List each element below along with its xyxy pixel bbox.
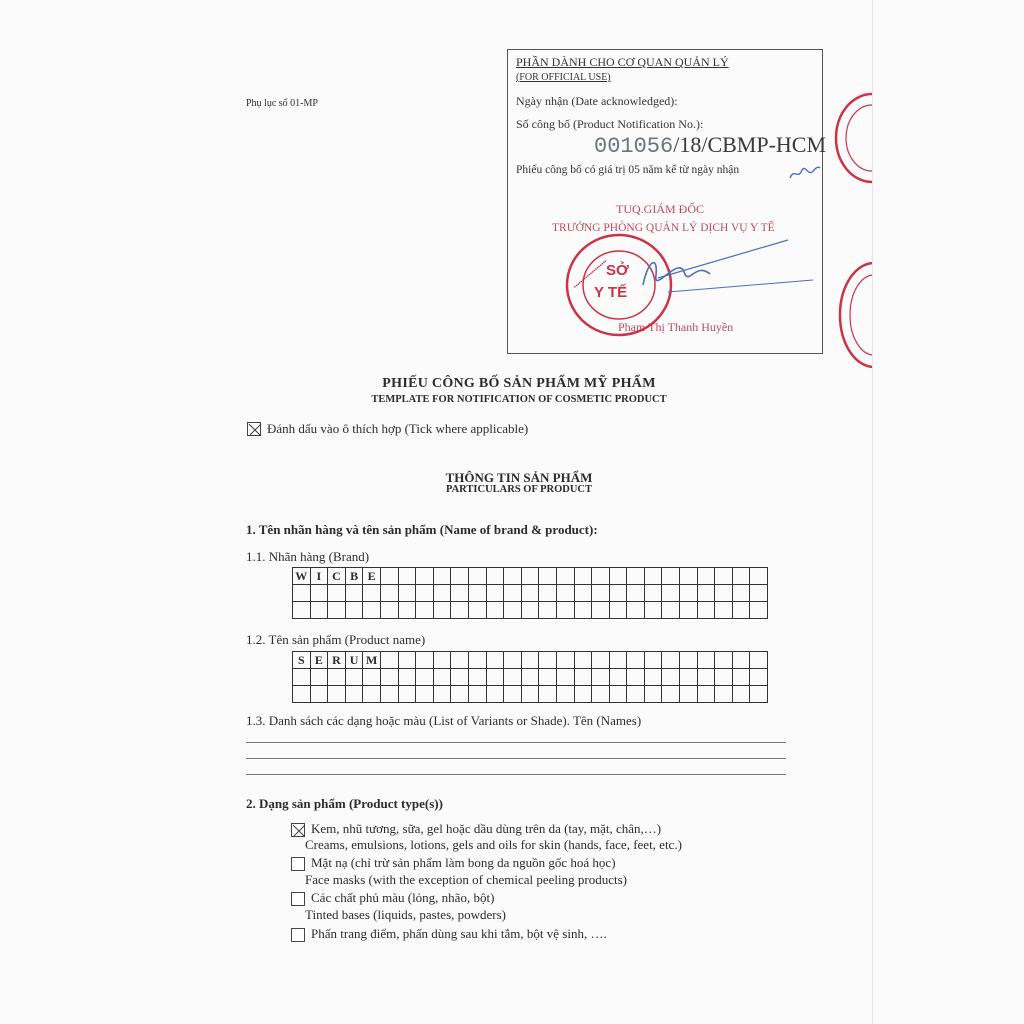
- letter-cell[interactable]: [486, 602, 504, 619]
- letter-cell[interactable]: [539, 669, 557, 686]
- letter-cell[interactable]: [380, 568, 398, 585]
- notification-number-digits: 001056: [594, 134, 674, 159]
- letter-cell[interactable]: [539, 652, 557, 669]
- letter-cell[interactable]: [451, 686, 469, 703]
- letter-cell[interactable]: [468, 669, 486, 686]
- letter-cell[interactable]: [433, 652, 451, 669]
- initials-mark: [788, 162, 822, 184]
- letter-cell[interactable]: [363, 686, 381, 703]
- letter-cell[interactable]: [293, 669, 311, 686]
- letter-cell[interactable]: U: [345, 652, 363, 669]
- letter-cell[interactable]: [310, 602, 328, 619]
- letter-cell[interactable]: [398, 602, 416, 619]
- letter-cell[interactable]: [732, 585, 750, 602]
- letter-cell[interactable]: [697, 568, 715, 585]
- letter-cell[interactable]: [680, 585, 698, 602]
- product-name-label: 1.2. Tên sản phẩm (Product name): [246, 632, 426, 647]
- letter-cell[interactable]: [750, 568, 768, 585]
- product-type-option-vn: Kem, nhũ tương, sữa, gel hoặc dầu dùng trên da (tay, mặt, chân,…): [311, 821, 662, 836]
- product-type-option-en: Face masks (with the exception of chemical peeling products): [305, 872, 628, 887]
- official-heading: PHẦN DÀNH CHO CƠ QUAN QUẢN LÝ: [516, 55, 729, 69]
- letter-cell[interactable]: [433, 602, 451, 619]
- letter-cell[interactable]: [644, 686, 662, 703]
- letter-cell[interactable]: [627, 585, 645, 602]
- official-heading-en: (FOR OFFICIAL USE): [516, 72, 611, 83]
- letter-cell[interactable]: E: [310, 652, 328, 669]
- tick-example-checkbox: [247, 422, 261, 436]
- form-title: PHIẾU CÔNG BỐ SẢN PHẨM MỸ PHẨM: [382, 376, 656, 391]
- check-mark-icon: [292, 824, 306, 838]
- letter-cell[interactable]: [609, 669, 627, 686]
- stamp-text-top: SỞ: [606, 262, 629, 279]
- letter-cell[interactable]: I: [310, 568, 328, 585]
- section-title: THÔNG TIN SẢN PHẨM: [445, 470, 593, 485]
- letter-cell[interactable]: [293, 585, 311, 602]
- notification-no-label: Số công bố (Product Notification No.):: [516, 117, 704, 131]
- letter-cell[interactable]: [644, 652, 662, 669]
- letter-cell[interactable]: [504, 602, 522, 619]
- notification-number: [594, 132, 826, 159]
- variants-label: 1.3. Danh sách các dạng hoặc màu (List of Variants or Shade). Tên (Names): [246, 713, 642, 728]
- letter-cell[interactable]: [627, 602, 645, 619]
- letter-cell[interactable]: [680, 602, 698, 619]
- letter-cell[interactable]: [592, 669, 610, 686]
- letter-cell[interactable]: [556, 568, 574, 585]
- letter-cell[interactable]: [627, 652, 645, 669]
- letter-cell[interactable]: [416, 652, 434, 669]
- letter-cell[interactable]: [504, 669, 522, 686]
- letter-cell[interactable]: [609, 652, 627, 669]
- letter-cell[interactable]: [556, 652, 574, 669]
- letter-cell[interactable]: [468, 686, 486, 703]
- letter-cell[interactable]: [627, 568, 645, 585]
- letter-cell[interactable]: [697, 652, 715, 669]
- letter-cell[interactable]: [662, 669, 680, 686]
- letter-cell[interactable]: [574, 686, 592, 703]
- notification-number-suffix: /18/CBMP-HCM: [673, 132, 827, 157]
- letter-cell[interactable]: [644, 669, 662, 686]
- letter-cell[interactable]: [715, 602, 733, 619]
- letter-cell[interactable]: [592, 686, 610, 703]
- letter-cell[interactable]: [486, 669, 504, 686]
- letter-cell[interactable]: [574, 568, 592, 585]
- letter-cell[interactable]: [328, 669, 346, 686]
- letter-cell[interactable]: [380, 669, 398, 686]
- letter-cell[interactable]: [662, 585, 680, 602]
- letter-cell[interactable]: W: [293, 568, 311, 585]
- q2-heading: 2. Dạng sản phẩm (Product type(s)): [246, 796, 443, 811]
- letter-cell[interactable]: [574, 652, 592, 669]
- brand-letter-grid: [292, 567, 768, 619]
- letter-cell[interactable]: [345, 602, 363, 619]
- letter-cell[interactable]: [750, 585, 768, 602]
- letter-cell[interactable]: R: [328, 652, 346, 669]
- letter-cell[interactable]: [732, 686, 750, 703]
- letter-cell[interactable]: [416, 686, 434, 703]
- letter-cell[interactable]: [732, 652, 750, 669]
- letter-cell[interactable]: [504, 652, 522, 669]
- letter-cell[interactable]: [310, 585, 328, 602]
- letter-cell[interactable]: [556, 585, 574, 602]
- letter-cell[interactable]: [328, 602, 346, 619]
- letter-cell[interactable]: [451, 652, 469, 669]
- letter-cell[interactable]: [732, 602, 750, 619]
- letter-cell[interactable]: [750, 652, 768, 669]
- letter-cell[interactable]: [627, 686, 645, 703]
- letter-cell[interactable]: [293, 602, 311, 619]
- letter-cell[interactable]: [521, 669, 539, 686]
- letter-cell[interactable]: [398, 585, 416, 602]
- product-type-checkbox[interactable]: [291, 823, 305, 837]
- product-type-option-vn: Các chất phủ màu (lỏng, nhão, bột): [311, 890, 495, 905]
- letter-cell[interactable]: [539, 686, 557, 703]
- letter-cell[interactable]: [521, 568, 539, 585]
- letter-cell[interactable]: [416, 585, 434, 602]
- letter-cell[interactable]: [715, 568, 733, 585]
- letter-cell[interactable]: [328, 686, 346, 703]
- letter-cell[interactable]: [345, 669, 363, 686]
- letter-cell[interactable]: [363, 585, 381, 602]
- letter-cell[interactable]: [574, 669, 592, 686]
- letter-cell[interactable]: [715, 669, 733, 686]
- product-type-checkbox[interactable]: [291, 928, 305, 942]
- letter-cell[interactable]: [609, 568, 627, 585]
- letter-cell[interactable]: [644, 568, 662, 585]
- letter-cell[interactable]: [416, 669, 434, 686]
- letter-cell[interactable]: B: [345, 568, 363, 585]
- letter-cell[interactable]: [345, 585, 363, 602]
- form-title-en: TEMPLATE FOR NOTIFICATION OF COSMETIC PRODUCT: [371, 394, 667, 405]
- letter-cell[interactable]: [468, 585, 486, 602]
- edge-stamp-bottom: [836, 258, 872, 372]
- letter-cell[interactable]: [433, 686, 451, 703]
- variants-line: [246, 742, 786, 743]
- letter-cell[interactable]: [715, 652, 733, 669]
- letter-cell[interactable]: [521, 652, 539, 669]
- product-type-checkbox[interactable]: [291, 857, 305, 871]
- signatory-department: TRƯỞNG PHÒNG QUẢN LÝ DỊCH VỤ Y TẾ: [552, 222, 775, 234]
- letter-cell[interactable]: [715, 585, 733, 602]
- tick-note: Đánh dấu vào ô thích hợp (Tick where applicable): [267, 421, 529, 436]
- letter-cell[interactable]: [592, 602, 610, 619]
- letter-cell[interactable]: [556, 602, 574, 619]
- edge-stamp-top: [832, 88, 872, 188]
- product-type-option-vn: Mặt nạ (chỉ trừ sản phẩm làm bong da nguồn gốc hoá học): [311, 855, 616, 870]
- letter-cell[interactable]: [697, 602, 715, 619]
- letter-cell[interactable]: E: [363, 568, 381, 585]
- letter-cell[interactable]: [398, 669, 416, 686]
- signatory-title: TUQ.GIÁM ĐỐC: [616, 202, 704, 216]
- letter-cell[interactable]: [398, 652, 416, 669]
- letter-cell[interactable]: [328, 585, 346, 602]
- letter-cell[interactable]: [609, 585, 627, 602]
- letter-cell[interactable]: [539, 568, 557, 585]
- letter-cell[interactable]: [680, 568, 698, 585]
- letter-cell[interactable]: [732, 568, 750, 585]
- letter-cell[interactable]: [468, 652, 486, 669]
- letter-cell[interactable]: [451, 568, 469, 585]
- letter-cell[interactable]: [715, 686, 733, 703]
- letter-cell[interactable]: [504, 585, 522, 602]
- letter-cell[interactable]: S: [293, 652, 311, 669]
- letter-cell[interactable]: [293, 686, 311, 703]
- letter-cell[interactable]: [486, 585, 504, 602]
- letter-cell[interactable]: [486, 652, 504, 669]
- q1-heading: 1. Tên nhãn hàng và tên sản phẩm (Name of brand & product):: [246, 522, 598, 537]
- letter-cell[interactable]: [380, 686, 398, 703]
- letter-cell[interactable]: [662, 568, 680, 585]
- letter-cell[interactable]: [556, 686, 574, 703]
- letter-cell[interactable]: [644, 602, 662, 619]
- variants-line: [246, 758, 786, 759]
- letter-cell[interactable]: [451, 602, 469, 619]
- date-acknowledged-label: Ngày nhận (Date acknowledged):: [516, 94, 678, 108]
- letter-cell[interactable]: [486, 568, 504, 585]
- page-edge: [872, 0, 873, 1024]
- letter-cell[interactable]: [750, 686, 768, 703]
- letter-cell[interactable]: [556, 669, 574, 686]
- letter-cell[interactable]: [433, 568, 451, 585]
- letter-cell[interactable]: [416, 602, 434, 619]
- section-title-en: PARTICULARS OF PRODUCT: [445, 484, 593, 495]
- letter-cell[interactable]: [627, 669, 645, 686]
- letter-cell[interactable]: [662, 602, 680, 619]
- letter-cell[interactable]: [521, 686, 539, 703]
- letter-cell[interactable]: [697, 686, 715, 703]
- letter-cell[interactable]: [363, 602, 381, 619]
- letter-cell[interactable]: [521, 602, 539, 619]
- letter-cell[interactable]: [592, 568, 610, 585]
- letter-cell[interactable]: [433, 669, 451, 686]
- letter-cell[interactable]: [310, 686, 328, 703]
- letter-cell[interactable]: [732, 669, 750, 686]
- stamp-text-bottom: Y TẾ: [594, 284, 628, 301]
- letter-cell[interactable]: [697, 669, 715, 686]
- svg-text:••••••••••••••••••••: ••••••••••••••••••••: [572, 258, 609, 291]
- letter-cell[interactable]: [310, 669, 328, 686]
- letter-cell[interactable]: [609, 602, 627, 619]
- product-type-option-en: Tinted bases (liquids, pastes, powders): [305, 907, 507, 922]
- letter-cell[interactable]: [380, 602, 398, 619]
- letter-cell[interactable]: [451, 585, 469, 602]
- signatory-name: Phạm Thị Thanh Huyền: [618, 320, 734, 334]
- letter-cell[interactable]: [398, 686, 416, 703]
- letter-cell[interactable]: [750, 602, 768, 619]
- letter-cell[interactable]: [609, 686, 627, 703]
- appendix-label: Phụ lục số 01-MP: [246, 98, 318, 109]
- product-type-checkbox[interactable]: [291, 892, 305, 906]
- letter-cell[interactable]: [539, 602, 557, 619]
- letter-cell[interactable]: [592, 652, 610, 669]
- letter-cell[interactable]: [398, 568, 416, 585]
- letter-cell[interactable]: [363, 669, 381, 686]
- letter-cell[interactable]: [345, 686, 363, 703]
- letter-cell[interactable]: [504, 686, 522, 703]
- letter-cell[interactable]: [680, 669, 698, 686]
- letter-cell[interactable]: [750, 669, 768, 686]
- letter-cell[interactable]: [680, 686, 698, 703]
- letter-cell[interactable]: [486, 686, 504, 703]
- letter-cell[interactable]: [380, 652, 398, 669]
- letter-cell[interactable]: [592, 585, 610, 602]
- signature: [628, 230, 818, 300]
- letter-cell[interactable]: [380, 585, 398, 602]
- official-use-box: [507, 49, 827, 354]
- letter-cell[interactable]: [504, 568, 522, 585]
- letter-cell[interactable]: [468, 568, 486, 585]
- letter-cell[interactable]: C: [328, 568, 346, 585]
- letter-cell[interactable]: [574, 585, 592, 602]
- product-letter-grid: [292, 651, 768, 703]
- letter-cell[interactable]: [468, 602, 486, 619]
- letter-cell[interactable]: [574, 602, 592, 619]
- letter-cell[interactable]: [662, 652, 680, 669]
- product-type-option-vn: Phấn trang điểm, phấn dùng sau khi tắm, bột vệ sinh, ….: [311, 926, 607, 941]
- letter-cell[interactable]: [697, 585, 715, 602]
- validity-note: Phiếu công bố có giá trị 05 năm kể từ ngày nhận: [516, 164, 740, 176]
- letter-cell[interactable]: [521, 585, 539, 602]
- letter-cell[interactable]: [539, 585, 557, 602]
- product-type-option-en: Creams, emulsions, lotions, gels and oils for skin (hands, face, feet, etc.): [305, 837, 682, 852]
- letter-cell[interactable]: M: [363, 652, 381, 669]
- brand-label: 1.1. Nhãn hàng (Brand): [246, 549, 370, 564]
- letter-cell[interactable]: [433, 585, 451, 602]
- letter-cell[interactable]: [680, 652, 698, 669]
- letter-cell[interactable]: [451, 669, 469, 686]
- variants-line: [246, 774, 786, 775]
- letter-cell[interactable]: [416, 568, 434, 585]
- letter-cell[interactable]: [644, 585, 662, 602]
- letter-cell[interactable]: [662, 686, 680, 703]
